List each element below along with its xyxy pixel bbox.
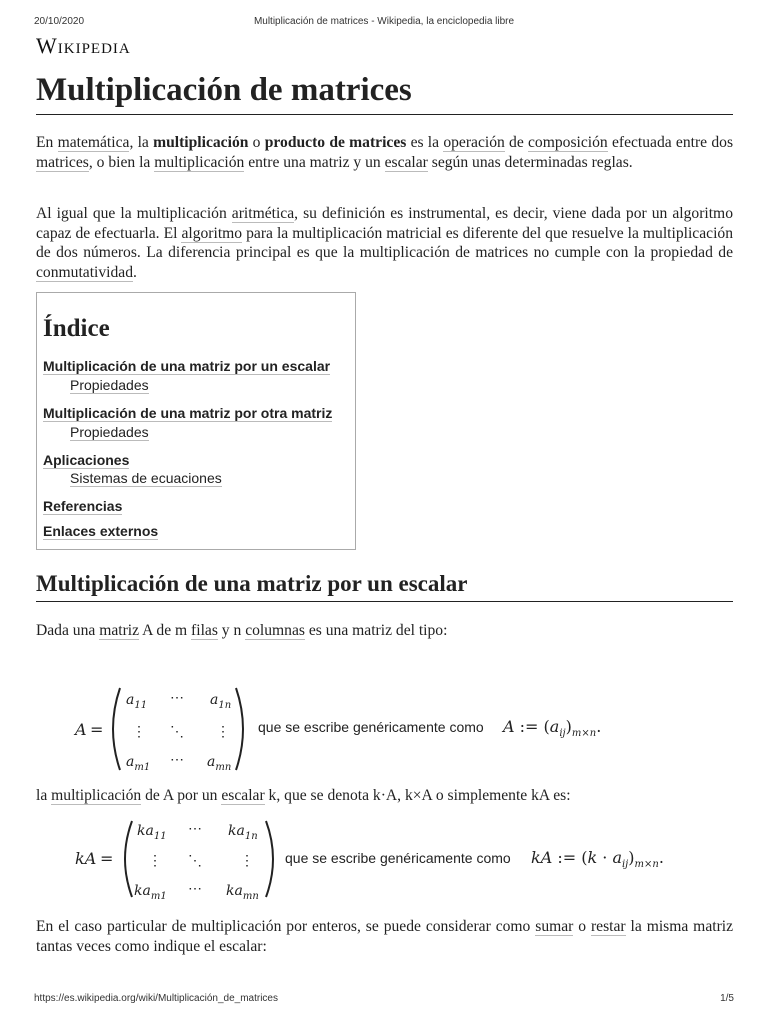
link-sumar[interactable]: sumar (535, 918, 574, 935)
link-filas[interactable]: filas (191, 622, 218, 639)
link-escalar[interactable]: escalar (384, 153, 428, 171)
svg-text:⋱: ⋱ (188, 853, 202, 869)
toc-item-propiedades-2[interactable]: Propiedades (70, 424, 149, 440)
link-composicion[interactable]: composición (528, 134, 608, 151)
print-date: 20/10/2020 (34, 16, 85, 27)
svg-text:⋯: ⋯ (188, 881, 202, 897)
link-escalar-2[interactable]: escalar (221, 787, 265, 804)
link-multiplicacion-2[interactable]: multiplicación (51, 787, 142, 804)
page-number: 1/5 (720, 993, 734, 1004)
toc-item-otra-matriz[interactable]: Multiplicación de una matriz por otra matriz (43, 405, 333, 421)
svg-text:=: = (90, 720, 104, 739)
matrix-A-formula (70, 684, 260, 774)
link-columnas[interactable]: columnas (245, 622, 305, 639)
toc-heading: Índice (43, 315, 110, 342)
table-of-contents (36, 292, 356, 550)
toc-item-enlaces[interactable]: Enlaces externos (43, 523, 159, 539)
svg-text:⋱: ⋱ (170, 724, 184, 740)
toc-item-sistemas[interactable]: Sistemas de ecuaciones (70, 470, 222, 486)
svg-text:A: A (75, 720, 87, 739)
section-heading-escalar: Multiplicación de una matriz por un escalar (36, 571, 733, 602)
formula1-generic: A := $(a_{ij})_{m\times n}$. (503, 717, 602, 740)
link-restar[interactable]: restar (590, 918, 626, 935)
link-aritmetica[interactable]: aritmética (231, 205, 295, 222)
link-algoritmo[interactable]: algoritmo (181, 224, 243, 242)
svg-text:kA: kA (75, 849, 97, 868)
svg-text:⋯: ⋯ (170, 752, 184, 768)
toc-item-aplicaciones[interactable]: Aplicaciones (43, 452, 130, 468)
svg-text:am1: $a_{m1}$ (126, 754, 151, 773)
svg-text:kam1: $ka_{m1}$ (134, 883, 167, 901)
svg-text:⋮: ⋮ (132, 724, 146, 740)
intro-paragraph-2: Al igual que la multiplicación aritmética, su definición es instrumental, es decir, viene dada por un algoritmo capaz de efectuarla. El algoritmo para la multiplicación matricial es diferente del que resuelve la multiplicación de dos números. La diferencia principal es que la multiplicación de matrices no cumple con la propiedad de conmutatividad. (36, 205, 733, 281)
print-title: Multiplicación de matrices - Wikipedia, la enciclopedia libre (253, 16, 515, 27)
link-matriz[interactable]: matriz (99, 622, 140, 639)
link-matrices[interactable]: matrices (36, 153, 89, 171)
toc-item-escalar[interactable]: Multiplicación de una matriz por un escalar (43, 358, 331, 374)
link-matematica[interactable]: matemática (57, 134, 130, 151)
section-paragraph-3: En el caso particular de multiplicación por enteros, se puede considerar como sumar o restar la misma matriz tantas veces como indique el escalar: (36, 918, 734, 955)
svg-text:⋮: ⋮ (148, 853, 162, 869)
svg-text:a11: $a_{11}$ (126, 692, 148, 711)
svg-text:⋯: ⋯ (188, 821, 202, 837)
formula2-caption: que se escribe genéricamente como (285, 850, 511, 866)
section-paragraph-2: la multiplicación de A por un escalar k, que se denota k·A, k×A o simplemente kA es: (36, 787, 571, 804)
link-multiplicacion[interactable]: multiplicación (154, 153, 245, 171)
intro-paragraph-1: En matemática, la multiplicación o producto de matrices es la operación de composición efectuada entre dos matrices, o bien la multiplicación entre una matriz y un escalar según unas determinadas reglas. (36, 134, 734, 171)
toc-item-propiedades-1[interactable]: Propiedades (70, 377, 149, 393)
svg-text:⋮: ⋮ (240, 853, 254, 869)
svg-text:amn: $a_{mn}$ (207, 754, 232, 773)
matrix-kA-formula (70, 817, 285, 901)
link-operacion[interactable]: operación (443, 134, 505, 151)
svg-text:kamn: $ka_{mn}$ (226, 883, 259, 901)
page-title: Multiplicación de matrices (36, 70, 733, 115)
svg-text:a1n: $a_{1n}$ (210, 692, 232, 711)
svg-text:=: = (100, 849, 114, 868)
svg-text:ka1n: $ka_{1n}$ (228, 823, 258, 842)
svg-text:⋮: ⋮ (216, 724, 230, 740)
formula1-caption: que se escribe genéricamente como (258, 719, 484, 735)
svg-text:⋯: ⋯ (170, 690, 184, 706)
svg-text:ka11: $ka_{11}$ (137, 823, 167, 842)
toc-item-referencias[interactable]: Referencias (43, 498, 123, 514)
wikipedia-logo[interactable]: Wikipedia (36, 33, 131, 58)
print-url: https://es.wikipedia.org/wiki/Multiplicación_de_matrices (34, 993, 278, 1004)
section-paragraph-1: Dada una matriz A de m filas y n columnas es una matriz del tipo: (36, 622, 448, 639)
link-conmutatividad[interactable]: conmutatividad (36, 263, 134, 281)
formula2-generic: kA := $(k \cdot a_{ij})_{m\times n}$. (531, 848, 664, 871)
